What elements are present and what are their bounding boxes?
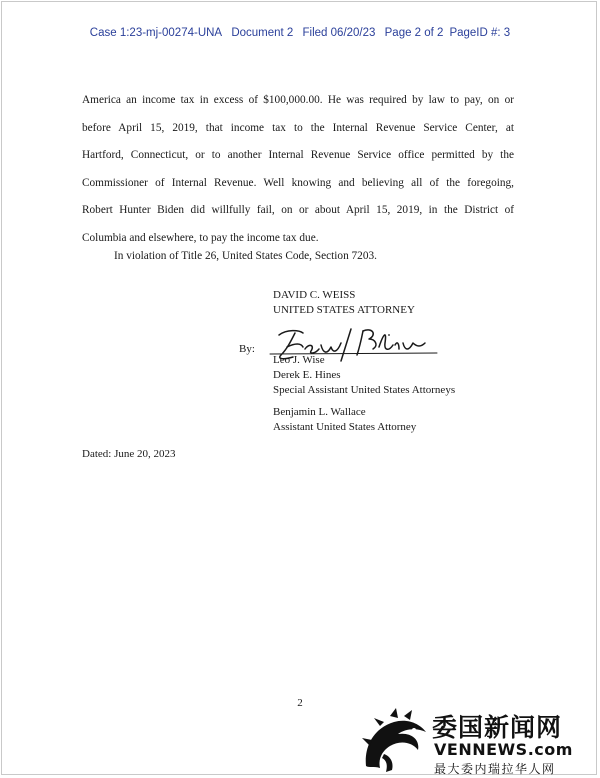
assistant-attorney-name: Benjamin L. Wallace <box>273 406 366 418</box>
body-line: America an income tax in excess of $100,000.00. He was required by law to pay, on or <box>82 94 514 106</box>
body-line: Hartford, Connecticut, or to another Internal Revenue Service office permitted by the <box>82 149 514 162</box>
page-of: Page 2 of 2 <box>384 27 444 39</box>
page-number: 2 <box>297 697 303 709</box>
signer-name: Derek E. Hines <box>273 369 341 381</box>
signers-block <box>273 353 455 398</box>
officer-name: DAVID C. WEISS <box>273 289 356 301</box>
signer-name: Leo J. Wise <box>273 354 325 366</box>
body-paragraph <box>82 87 514 253</box>
dragon-logo-icon <box>360 706 432 776</box>
body-line: Robert Hunter Biden did willfully fail, on or about April 15, 2019, in the District of <box>82 204 514 217</box>
filed-date: Filed 06/20/23 <box>302 27 376 39</box>
assistant-attorney-title: Assistant United States Attorney <box>273 421 417 433</box>
body-line: Columbia and elsewhere, to pay the income tax due. <box>82 231 319 244</box>
watermark-site: VENNEWS.com <box>434 740 573 759</box>
watermark-chinese-name: 委国新闻网 <box>432 713 563 742</box>
watermark-tagline: 最大委内瑞拉华人网 <box>434 762 556 776</box>
us-attorney-block <box>273 288 415 318</box>
ecf-header <box>0 27 600 39</box>
body-line: before April 15, 2019, that income tax to the Internal Revenue Service Center, at <box>82 121 514 134</box>
date-line: Dated: June 20, 2023 <box>82 448 176 460</box>
watermark <box>360 706 598 776</box>
assistant-attorney-block <box>273 405 416 435</box>
document-number: Document 2 <box>231 27 294 39</box>
body-line: Commissioner of Internal Revenue. Well knowing and believing all of the foregoing, <box>82 176 514 189</box>
case-number: Case 1:23-mj-00274-UNA <box>89 27 223 39</box>
by-label: By: <box>239 343 255 355</box>
officer-title: UNITED STATES ATTORNEY <box>273 304 415 316</box>
page-id: PageID #: 3 <box>449 27 511 39</box>
signers-title: Special Assistant United States Attorneys <box>273 384 456 396</box>
violation-statement: In violation of Title 26, United States Code, Section 7203. <box>114 250 377 262</box>
